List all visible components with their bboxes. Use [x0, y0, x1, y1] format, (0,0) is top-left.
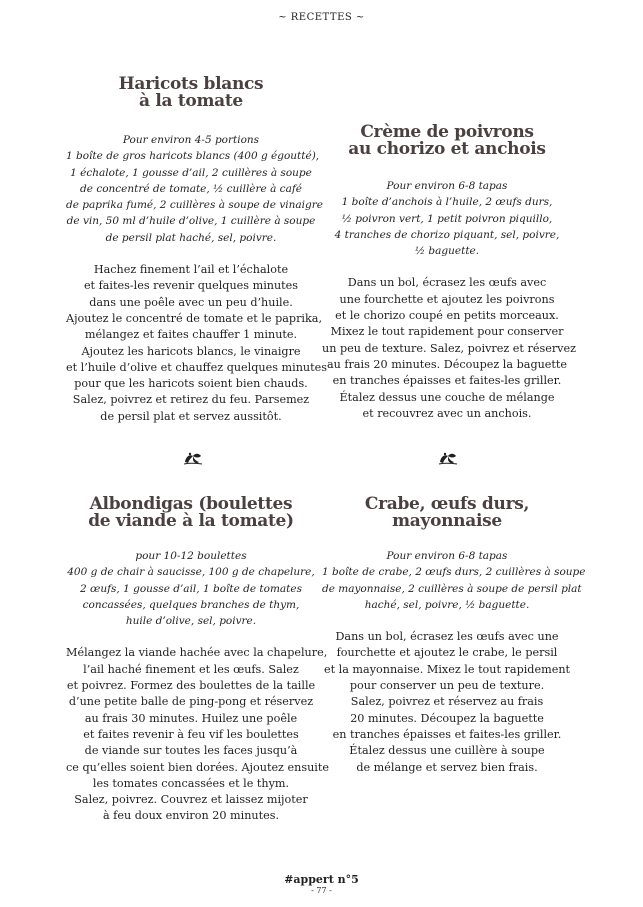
- method-text: Mélangez la viande hachée avec la chapelure, l’ail haché finement et les œufs. Salez et poivrez. Formez des boulettes de la taille d’une petite balle de ping-pong et réservez au frais 30 minutes. Huilez une poêle et faites revenir à feu vif les boulettes de viande sur toutes les faces jusqu’à ce qu’elles soient bien dorées. Ajoutez ensuite les tomates concassées et le thym. Salez, poivrez. Couvrez et laissez mijoter à feu doux environ 20 minutes.: [66, 646, 329, 823]
- page-number: - 77 -: [311, 886, 332, 895]
- section-header: ~ RECETTES ~: [278, 12, 365, 23]
- fleuron-icon: [182, 450, 204, 466]
- fleuron-icon: [437, 450, 459, 466]
- recipe-title: Haricots blancs à la tomate: [118, 74, 264, 111]
- recipe-crabe: [322, 494, 586, 776]
- magazine-name: #appert n°5: [284, 873, 359, 886]
- ingredients-list: Pour environ 4-5 portions 1 boîte de gros haricots blancs (400 g égoutté), 1 échalote, 1 gousse d’ail, 2 cuillères à soupe de concentré de tomate, ½ cuillère à café de paprika fumé, 2 cuillères à soupe de vinaigre de vin, 50 ml d’huile d’olive, 1 cuillère à soupe de persil plat haché, sel, poivre.: [66, 134, 323, 244]
- ingredients-list: Pour environ 6-8 tapas 1 boîte de crabe, 2 œufs durs, 2 cuillères à soupe de mayonnaise, 2 cuillères à soupe de persil plat haché, sel, poivre, ½ baguette.: [322, 550, 586, 611]
- recipe-title: Albondigas (boulettes de viande à la tomate): [88, 494, 294, 531]
- recipe-title: Crème de poivrons au chorizo et anchois: [348, 122, 546, 159]
- ingredients-list: pour 10-12 boulettes 400 g de chair à saucisse, 100 g de chapelure, 2 œufs, 1 gousse d’ail, 1 boîte de tomates concassées, quelques branches de thym, huile d’olive, sel, poivre.: [67, 550, 315, 628]
- method-text: Hachez finement l’ail et l’échalote et faites-les revenir quelques minutes dans une poêle avec un peu d’huile. Ajoutez le concentré de tomate et le paprika, mélangez et faites chauffer 1 minute. Ajoutez les haricots blancs, le vinaigre et l’huile d’olive et chauffez quelques minutes pour que les haricots soient bien chauds. Salez, poivrez et retirez du feu. Parsemez de persil plat et servez aussitôt.: [66, 263, 327, 423]
- recipe-albondigas: [66, 494, 329, 825]
- recipe-title: Crabe, œufs durs, mayonnaise: [364, 494, 530, 531]
- page-footer: [0, 874, 643, 895]
- ingredients-list: Pour environ 6-8 tapas 1 boîte d’anchois à l’huile, 2 œufs durs, ½ poivron vert, 1 petit poivron piquillo, 4 tranches de chorizo piquant, sel, poivre, ½ baguette.: [334, 180, 560, 258]
- recipe-creme-poivrons: [322, 122, 576, 422]
- recipe-haricots: [66, 74, 327, 425]
- method-text: Dans un bol, écrasez les œufs avec une fourchette et ajoutez les poivrons et le chorizo coupé en petits morceaux. Mixez le tout rapidement pour conserver un peu de texture. Salez, poivrez et réservez au frais 20 minutes. Découpez la baguette en tranches épaisses et faites-les griller. Étalez dessus une couche de mélange et recouvrez avec un anchois.: [322, 276, 576, 420]
- method-text: Dans un bol, écrasez les œufs avec une fourchette et ajoutez le crabe, le persil et la mayonnaise. Mixez le tout rapidement pour conserver un peu de texture. Salez, poivrez et réservez au frais 20 minutes. Découpez la baguette en tranches épaisses et faites-les griller. Étalez dessus une cuillère à soupe de mélange et servez bien frais.: [323, 630, 571, 774]
